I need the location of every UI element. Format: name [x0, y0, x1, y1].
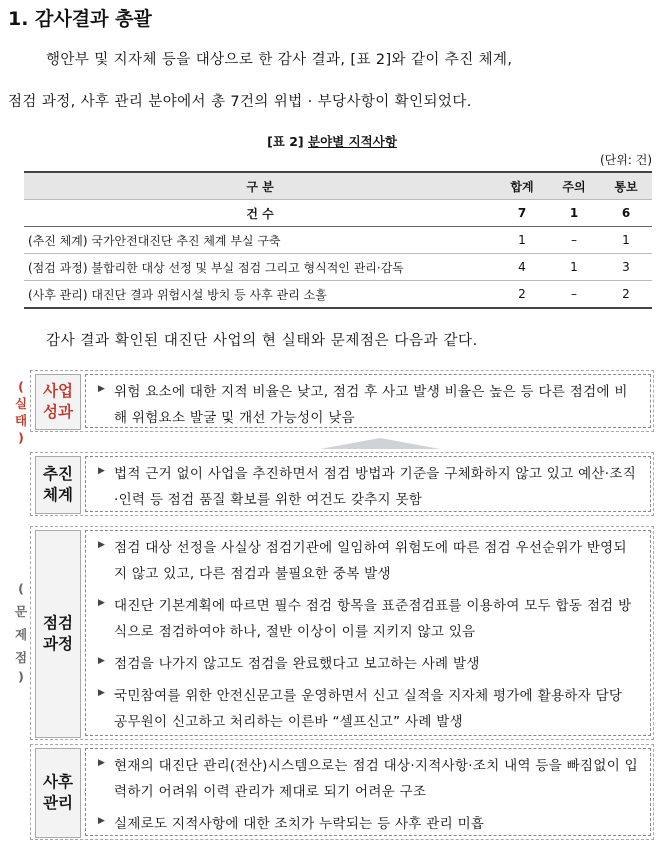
row-notice: 2: [600, 281, 652, 309]
table-caption: [0, 132, 664, 150]
category-label-process: 점검 과정: [35, 530, 81, 738]
side-open-bracket: (: [18, 379, 24, 394]
bullet-text: 점검 대상 선정을 사실상 점검기관에 일임하여 위험도에 따른 점검 우선순위가 반영되지 않고 있고, 다른 점검과 불필요한 중복 발생: [114, 540, 627, 582]
table-row: [24, 227, 652, 254]
list-item: [98, 651, 640, 677]
content-box-process: [85, 530, 651, 736]
side-close-bracket: ): [18, 669, 24, 684]
side-label-actual: [12, 378, 30, 446]
content-box-follow-up: [85, 748, 651, 836]
divider-arrow-icon: [320, 438, 440, 449]
row-total: 2: [496, 281, 548, 309]
bullet-text: 점검을 나가지 않고도 점검을 완료했다고 보고하는 사례 발생: [114, 656, 480, 672]
side-close-bracket: ): [18, 430, 24, 445]
intro-line-2: 점검 과정, 사후 관리 분야에서 총 7건의 위법 · 부당사항이 확인되었다.: [8, 94, 472, 110]
list-item: [98, 379, 640, 431]
category-label-performance: 사업 성과: [35, 374, 81, 430]
side-label-problem: [12, 580, 30, 685]
row-total: 4: [496, 254, 548, 281]
row-caution: –: [548, 227, 600, 254]
intro-line-1: 행안부 및 지자체 등을 대상으로 한 감사 결과, [표 2]와 같이 추진 체계,: [46, 52, 513, 68]
row-description: (점검 과정) 불합리한 대상 선정 및 부실 점검 그리고 형식적인 관리·감독: [24, 254, 496, 281]
total-caution: 1: [548, 200, 600, 227]
arrow-icon: ▶: [98, 758, 105, 768]
transition-text: 감사 결과 확인된 대진단 사업의 현 실태와 문제점은 다음과 같다.: [46, 333, 478, 349]
table-caption-prefix: [표 2]: [267, 134, 304, 149]
category-label-system: 추진 체계: [35, 456, 81, 514]
side-char: 제: [14, 627, 28, 642]
table-caption-title: 분야별 지적사항: [308, 134, 397, 149]
list-item: [98, 811, 640, 837]
arrow-icon: ▶: [98, 384, 105, 394]
header-notice: 통보: [600, 172, 652, 200]
bullet-text: 현재의 대진단 관리(전산)시스템으로는 점검 대상·지적사항·조치 내역 등을 빠짐없이 입력하기 어려워 이력 관리가 제대로 되기 어려운 구조: [114, 758, 638, 800]
list-item: [98, 461, 640, 513]
header-category: 구 분: [24, 172, 496, 200]
arrow-icon: ▶: [98, 540, 105, 550]
row-total: 1: [496, 227, 548, 254]
section-heading: 1. 감사결과 총괄: [8, 8, 152, 30]
bullet-text: 대진단 기본계획에 따르면 필수 점검 항목을 표준점검표를 이용하여 모두 합동 점검 방식으로 점검하여야 하나, 절반 이상이 이를 지키지 않고 있음: [114, 598, 632, 640]
arrow-icon: ▶: [98, 598, 105, 608]
list-item: [98, 683, 640, 735]
content-box-system: [85, 456, 651, 512]
bullet-text: 법적 근거 없이 사업을 추진하면서 점검 방법과 기준을 구체화하지 않고 있고 예산·조직·인력 등 점검 품질 확보를 위한 여건도 갖추지 못함: [114, 466, 637, 508]
bullet-text: 국민참여를 위한 안전신문고를 운영하면서 신고 실적을 지자체 평가에 활용하자 담당 공무원이 신고하고 처리하는 이른바 “셀프신고” 사례 발생: [114, 688, 623, 730]
row-description: (사후 관리) 대진단 결과 위험시설 방치 등 사후 관리 소홀: [24, 281, 496, 309]
side-char: 태: [14, 413, 28, 428]
side-char: 실: [14, 396, 28, 411]
table-row: [24, 254, 652, 281]
header-total: 합계: [496, 172, 548, 200]
total-notice: 6: [600, 200, 652, 227]
table-header-row: [24, 172, 652, 200]
table-row: [24, 281, 652, 309]
unit-label: (단위: 건): [600, 153, 652, 167]
table-total-row: [24, 200, 652, 227]
arrow-icon: ▶: [98, 466, 105, 476]
bullet-text: 실제로도 지적사항에 대한 조치가 누락되는 등 사후 관리 미흡: [114, 816, 485, 832]
findings-table: [24, 171, 652, 309]
list-item: [98, 753, 640, 805]
total-sum: 7: [496, 200, 548, 227]
total-label: 건 수: [24, 200, 496, 227]
bullet-text: 위험 요소에 대한 지적 비율은 낮고, 점검 후 사고 발생 비율은 높은 등 다른 점검에 비해 위험요소 발굴 및 개선 가능성이 낮음: [114, 384, 628, 426]
side-open-bracket: (: [18, 581, 24, 596]
row-description: (추진 체계) 국가안전대진단 추진 체계 부실 구축: [24, 227, 496, 254]
row-caution: 1: [548, 254, 600, 281]
list-item: [98, 535, 640, 587]
row-notice: 3: [600, 254, 652, 281]
side-char: 문: [14, 604, 28, 619]
row-notice: 1: [600, 227, 652, 254]
list-item: [98, 593, 640, 645]
arrow-icon: ▶: [98, 816, 105, 826]
arrow-icon: ▶: [98, 688, 105, 698]
row-caution: –: [548, 281, 600, 309]
content-box-performance: [85, 374, 651, 428]
arrow-icon: ▶: [98, 656, 105, 666]
side-char: 점: [14, 650, 28, 665]
category-label-follow-up: 사후 관리: [35, 748, 81, 838]
header-caution: 주의: [548, 172, 600, 200]
